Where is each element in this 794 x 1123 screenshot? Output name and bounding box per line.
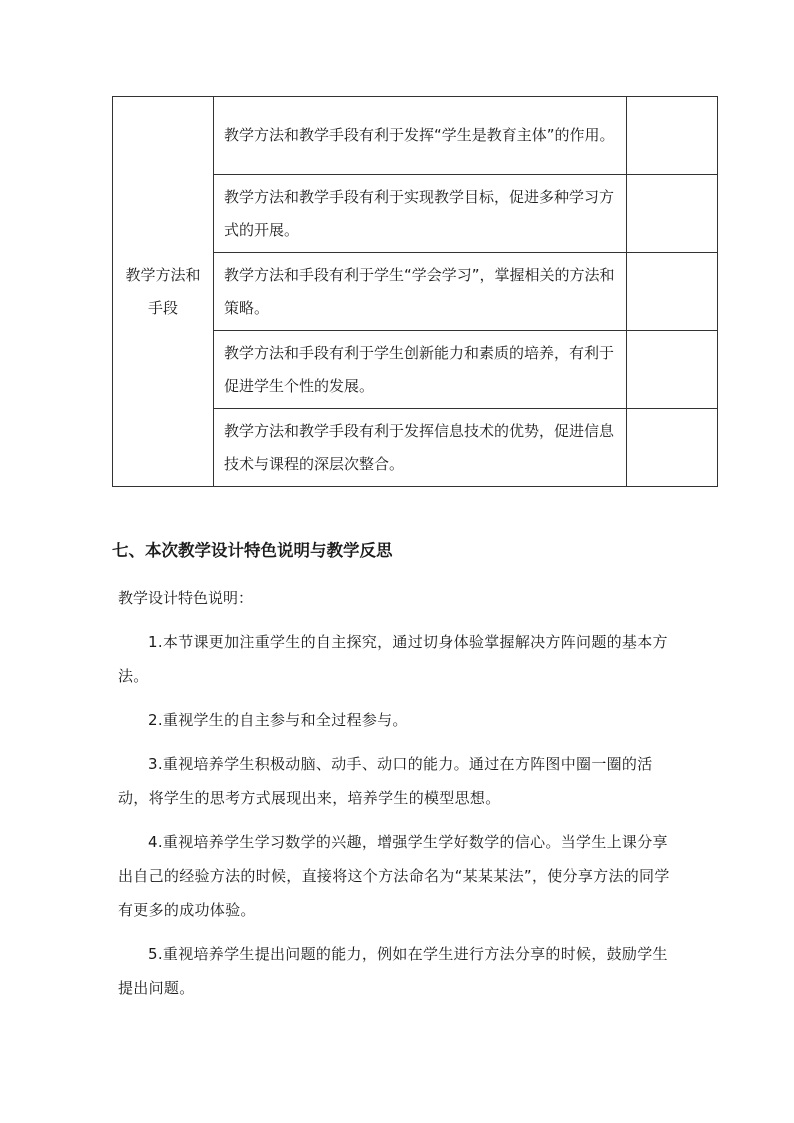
design-features-list [118,625,678,1015]
list-item: 4.重视培养学生学习数学的兴趣，增强学生学好数学的信心。当学生上课分享出自己的经验方法的时候，直接将这个方法命名为“某某某法”，使分享方法的同学有更多的成功体验。 [118,833,670,919]
score-cell [627,175,718,253]
score-cell [627,331,718,409]
category-label-line1: 教学方法和 [125,265,201,284]
list-item: 1.本节课更加注重学生的自主探究，通过切身体验掌握解决方阵问题的基本方法。 [118,633,668,685]
criterion-cell: 教学方法和教学手段有利于发挥信息技术的优势，促进信息技术与课程的深层次整合。 [214,409,627,487]
design-features-label: 教学设计特色说明： [118,589,254,607]
list-item: 3.重视培养学生积极动脑、动手、动口的能力。通过在方阵图中圈一圈的活动，将学生的思考方式展现出来，培养学生的模型思想。 [118,755,653,807]
list-item: 5.重视培养学生提出问题的能力，例如在学生进行方法分享的时候，鼓励学生提出问题。 [118,945,668,997]
criterion-cell: 教学方法和手段有利于学生“学会学习”，掌握相关的方法和策略。 [214,253,627,331]
category-cell [113,97,214,487]
section-heading: 七、本次教学设计特色说明与教学反思 [112,541,393,560]
criterion-cell: 教学方法和教学手段有利于发挥“学生是教育主体”的作用。 [214,97,627,175]
evaluation-table [112,96,718,487]
score-cell [627,409,718,487]
list-item: 2.重视学生的自主参与和全过程参与。 [148,711,408,729]
criterion-cell: 教学方法和教学手段有利于实现教学目标，促进多种学习方式的开展。 [214,175,627,253]
criterion-cell: 教学方法和手段有利于学生创新能力和素质的培养，有利于促进学生个性的发展。 [214,331,627,409]
score-cell [627,253,718,331]
score-cell [627,97,718,175]
category-label-line2: 手段 [147,298,178,317]
table-row [113,97,718,175]
